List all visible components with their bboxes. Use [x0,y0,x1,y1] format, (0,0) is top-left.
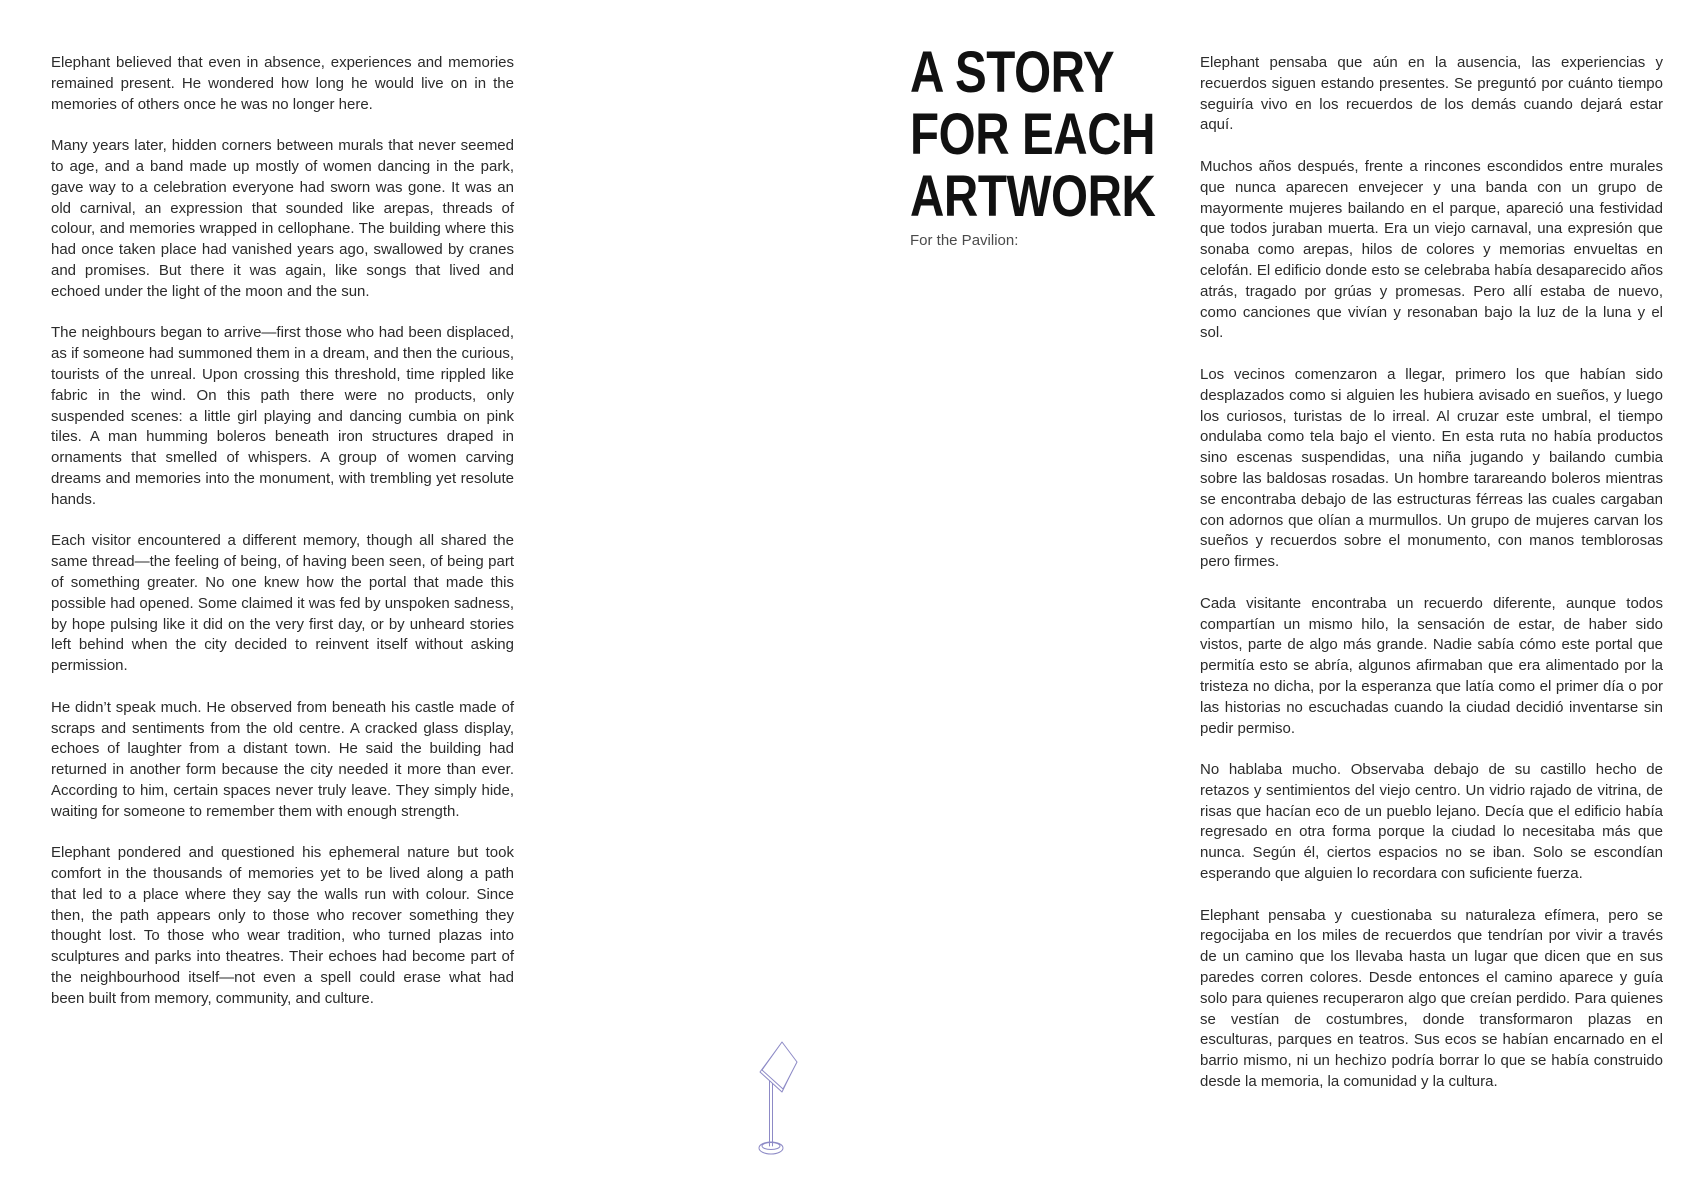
signpost-icon [752,1038,804,1160]
left-page [0,0,848,1199]
title-line: ARTWORK [910,164,1156,229]
sign-base [759,1142,783,1154]
signpost-illustration [752,1038,804,1160]
spanish-paragraph: Elephant pensaba que aún en la ausencia, las experiencias y recuerdos siguen estando presentes. Se preguntó por cuánto tiempo seguiría vivo en los recuerdos de los demás cuando dejará estar aquí. [1200,54,1663,134]
right-page [848,0,1697,1199]
english-text-column [51,53,514,1030]
english-paragraph: He didn’t speak much. He observed from beneath his castle made of scraps and sentiments from the old centre. A cracked glass display, echoes of laughter from a distant town. He said the building had returned in another form because the city needed it more than ever. According to him, certain spaces never truly leave. They simply hide, waiting for someone to remember them with enough strength. [51,698,514,820]
english-paragraph: The neighbours began to arrive—first those who had been displaced, as if someone had summoned them in a dream, and then the curious, tourists of the unreal. Upon crossing this threshold, time rippled like fabric in the wind. On this path there were no products, only suspended scenes: a little girl playing and dancing cumbia on pink tiles. A man humming boleros beneath iron structures draped in ornaments that smelled of whispers. A group of women carving dreams and memories into the monument, with trembling yet resolute hands. [51,324,514,508]
english-paragraph: Elephant pondered and questioned his ephemeral nature but took comfort in the thousands of memories yet to be lived along a path that led to a place where they say the walls run with colour. Since then, the path appears only to those who recover something they thought lost. To those who wear tradition, who turned plazas into sculptures and parks into theatres. Their echoes had become part of the neighbourhood itself—not even a spell could erase what had been built from memory, community, and culture. [51,844,514,1007]
sign-plate [762,1042,797,1089]
spanish-paragraph: Cada visitante encontraba un recuerdo diferente, aunque todos compartían un mismo hilo, la sensación de estar, de haber sido vistos, parte de algo más grande. Nadie sabía cómo este portal que permitía esto se abría, algunos afirmaban que era alimentado por la tristeza no dicha, por la esperanza que latía como el primer día o por las historias no escuchadas cuando la ciudad decidió inventarse sin pedir permiso. [1200,594,1663,737]
english-paragraph: Many years later, hidden corners between murals that never seemed to age, and a band made up mostly of women dancing in the park, gave way to a celebration everyone had sworn was gone. It was an old carnival, an expression that sounded like arepas, threads of colour, and memories wrapped in cellophane. The building where this had once taken place had vanished years ago, swallowed by cranes and promises. But there it was again, like songs that lived and echoed under the light of the moon and the sun. [51,137,514,300]
title-line: A STORY [910,40,1115,105]
sign-base-top [762,1143,780,1150]
title-line: FOR EACH [910,102,1156,167]
spanish-paragraph: Los vecinos comenzaron a llegar, primero los que habían sido desplazados como si alguien les hubiera avisado en sueños, y luego los curiosos, turistas de lo irreal. Al cruzar este umbral, el tiempo ondulaba como tela bajo el viento. En esta ruta no había productos sino escenas suspendidas, una niña jugando y bailando cumbia sobre las baldosas rosadas. Un hombre tarareando boleros mientras se encontraba debajo de las estructuras férreas las cuales cargaban con adornos que olían a murmullos. Un grupo de mujeres carvan los sueños y recuerdos sobre el monumento, con manos temblorosas pero firmes. [1200,365,1663,571]
english-paragraph: Elephant believed that even in absence, experiences and memories remained present. He wondered how long he would live on in the memories of others once he was no longer here. [51,54,514,113]
spanish-paragraph: Elephant pensaba y cuestionaba su naturaleza efímera, pero se regocijaba en los miles de recuerdos que tendrían por vivir a través de un camino que los llevaba hasta un lugar que dicen que en sus paredes corren colores. Desde entonces el camino aparece y guía solo para quienes recuperaron algo que creían perdido. Para quienes se vestían de costumbres, donde transformaron plazas en esculturas, parques en teatros. Sus ecos se habían encarnado en el barrio mismo, ni un hechizo podría borrar lo que se había construido desde la memoria, la comunidad y la cultura. [1200,906,1663,1091]
spanish-paragraph: Muchos años después, frente a rincones escondidos entre murales que nunca aparecen envejecer y una banda con un grupo de mayormente mujeres bailando en el parque, apareció una festividad que todos juraban muerta. Era un viejo carnaval, una expresión que sonaba como arepas, hilos de colores y memorias envueltas en celofán. El edificio donde esto se celebraba había desaparecido años atrás, tragado por grúas y promesas. Pero allí estaba de nuevo, como canciones que vivían y resonaban bajo la luz de la luna y el sol. [1200,157,1663,342]
english-paragraph: Each visitor encountered a different memory, though all shared the same thread—the feeling of being, of having been seen, of being part of something greater. No one knew how the portal that made this possible had opened. Some claimed it was fed by unspoken sadness, by hope pulsing like it did on the very first day, or by unheard stories left behind when the city decided to reinvent itself without asking permission. [51,532,514,675]
page-title [910,40,1156,229]
title-block [910,42,1180,251]
spanish-text-column [1200,53,1663,1114]
subtitle: For the Pavilion: [910,232,1019,249]
spanish-paragraph: No hablaba mucho. Observaba debajo de su castillo hecho de retazos y sentimientos del viejo centro. Un vidrio rajado de vitrina, de risas que hacían eco de un pueblo lejano. Decía que el edificio había regresado en otra forma porque la ciudad lo necesitaba más que nunca. Según él, ciertos espacios no se iban. Solo se escondían esperando que alguien lo recordara con suficiente fuerza. [1200,761,1663,883]
